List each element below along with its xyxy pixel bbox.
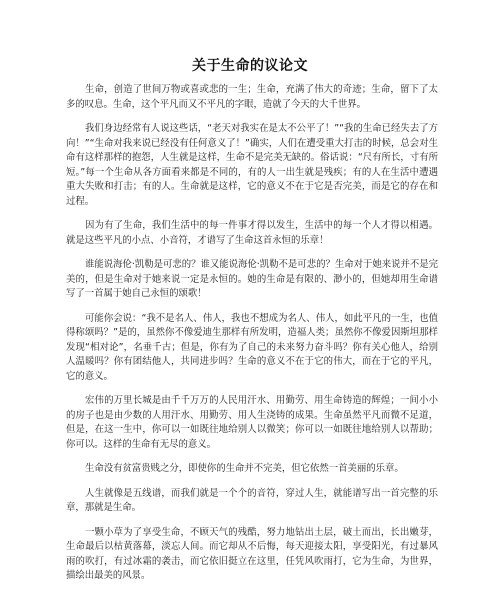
paragraph: 一颗小草为了享受生命，不顾天气的残酷，努力地钻出土层，破土而出，长出嫩芽，生命最后以枯黄落幕，淡忘人间。而它却从不后悔，每天迎接太阳，享受阳光，有过暴风雨的吹打，有过冰霜的袭击，而它依旧挺立在这里，任凭风吹雨打，它为生命，为世界，描绘出最美的风景。 bbox=[66, 526, 438, 581]
paragraph: 宏伟的万里长城是由千千万万的人民用汗水、用勤劳、用生命铸造的辉煌；一间小小的房子也是由少数的人用汗水、用勤劳、用人生浇铸的成果。生命虽然平凡而微不足道，但是，在这一生中，你可以一如既往地给别人以微笑；你可以一如既往地给别人以帮助；你可以。这样的生命有无尽的意义。 bbox=[66, 395, 438, 450]
paragraph: 因为有了生命，我们生活中的每一件事才得以发生，生活中的每一个人才得以相遇。就是这些平凡的小点、小音符，才谱写了生命这首永恒的乐章！ bbox=[66, 220, 438, 246]
paragraph: 我们身边经常有人说这些话，“老天对我实在是太不公平了！”“我的生命已经失去了方向！”“生命对我来说已经没有任何意义了！”确实，人们在遭受重大打击的时候，总会对生命有这样那样的抱怨，人生就是这样，生命不是完美无缺的。俗话说：“尺有所长，寸有所短。”每一个生命从各方面看来都是不同的，有的人一出生就是残疾；有的人在生活中遭遇重大失败和打击；有的人。生命就是这样，它的意义不在于它是否完美，而是它的存在和过程。 bbox=[66, 123, 438, 207]
paragraph: 人生就像是五线谱，而我们就是一个个的音符，穿过人生，就能谱写出一首完整的乐章，那就是生命。 bbox=[66, 487, 438, 513]
document-title: 关于生命的议论文 bbox=[192, 58, 308, 74]
paragraph: 生命，创造了世间万物或喜或悲的一生；生命，充满了伟大的奇迹；生命，留下了太多的叹息。生命，这个平凡而又不平凡的字眼，造就了今天的大千世界。 bbox=[66, 84, 438, 110]
paragraph: 谁能说海伦·凯勒是可悲的？谁又能说海伦·凯勒不是可悲的？生命对于她来说并不是完美的，但是生命对于她来说一定是永恒的。她的生命是有限的、渺小的，但她却用生命谱写了一首属于她自己永恒的颂歌！ bbox=[66, 259, 438, 299]
paragraph: 生命没有贫富贵贱之分，即使你的生命并不完美，但它依然一首美丽的乐章。 bbox=[85, 463, 404, 474]
paragraph: 可能你会说：“我不是名人、伟人，我也不想成为名人、伟人，如此平凡的一生，也值得称颂吗？”是的，虽然你不像爱迪生那样有所发明，造福人类；虽然你不像爱因斯坦那样发现“相对论”，名垂千古；但是，你有为了自己的未来努力奋斗吗？你有关心他人，给别人温暖吗？你有团结他人，共同进步吗？生命的意义不在于它的伟大，而在于它的平凡，它的意义。 bbox=[66, 312, 438, 382]
document-body bbox=[66, 83, 438, 594]
